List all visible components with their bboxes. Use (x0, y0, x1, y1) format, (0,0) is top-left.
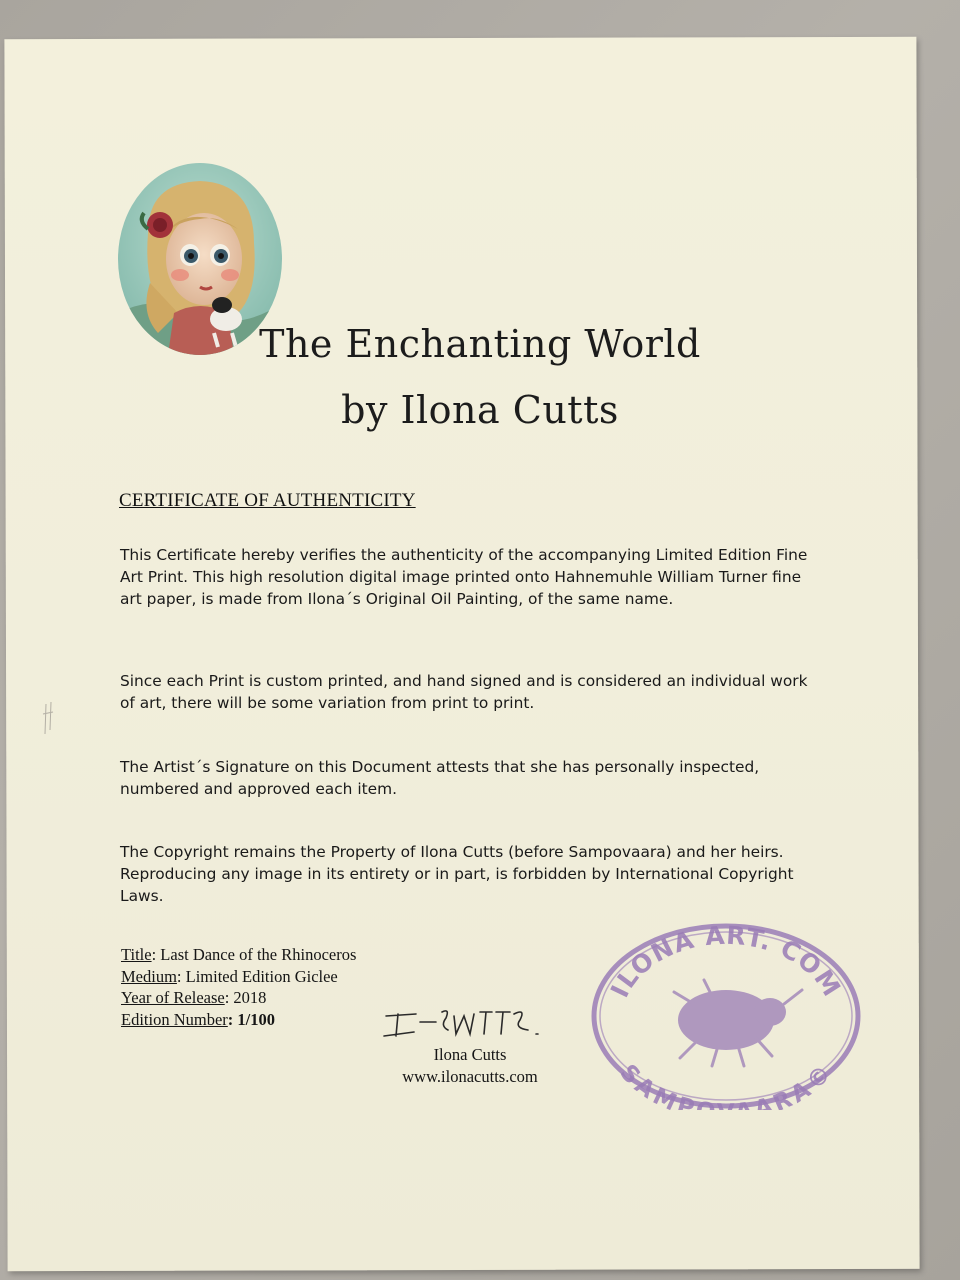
artist-website: www.ilonacutts.com (402, 1067, 538, 1086)
artist-name: Ilona Cutts (433, 1045, 507, 1064)
medium-label: Medium (121, 966, 177, 986)
svg-text:SAMPOVAARA©: SAMP ARA© (614, 1059, 838, 1110)
variation-paragraph: Since each Print is custom printed, and hand signed and is considered an individual work of art, there will be some variation from print to print. (120, 672, 808, 712)
svg-text:ILONA ART. COM: ILONA ART. COM (604, 920, 847, 1003)
certificate-heading: CERTIFICATE OF AUTHENTICITY (119, 490, 416, 511)
copyright-paragraph: The Copyright remains the Property of Ilona Cutts (before Sampovaara) and her heirs. Reproducing any image in its entirety or in part, is forbidden by International Copyright Laws. (120, 843, 794, 905)
year-value: : 2018 (224, 988, 267, 1007)
signature-paragraph: The Artist´s Signature on this Document attests that she has personally inspected, numbered and approved each item. (120, 758, 760, 798)
print-details (121, 944, 356, 1030)
edition-value: : 1/100 (227, 1009, 275, 1029)
medium-value: : Limited Edition Giclee (176, 966, 338, 986)
verification-paragraph: This Certificate hereby verifies the authenticity of the accompanying Limited Edition Fine Art Print. This high resolution digital image printed onto Hahnemuhle William Turner fine art paper, is made from Ilona´s Original Oil Painting, of the same name. (120, 546, 808, 608)
artist-byline-heading: by Ilona Cutts (341, 388, 619, 432)
year-row (121, 987, 356, 1009)
artwork-title-heading: The Enchanting World (259, 322, 701, 366)
title-value: : Last Dance of the Rhinoceros (151, 945, 357, 964)
pencil-mark (40, 700, 60, 740)
medium-row (121, 966, 356, 988)
year-label: Year of Release (121, 988, 225, 1007)
artist-signature (380, 1000, 570, 1040)
title-row (121, 944, 356, 966)
title-label: Title (121, 945, 152, 964)
edition-row (121, 1009, 356, 1031)
edition-label: Edition Number (121, 1009, 228, 1029)
authenticity-stamp (588, 920, 864, 1110)
